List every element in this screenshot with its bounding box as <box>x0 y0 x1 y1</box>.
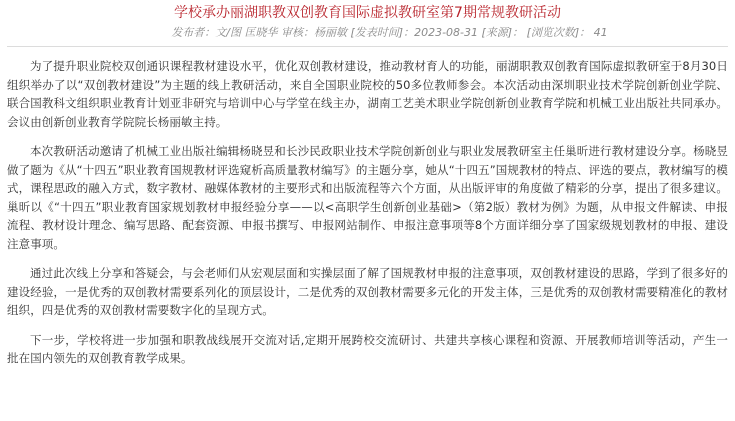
article-paragraph-1: 为了提升职业院校双创通识课程教材建设水平，优化双创教材建设，推动教材育人的功能，丽湖职教双创教育国际虚拟教研室于8月30日组织举办了以“双创教材建设”为主题的线上教研活动，来自全国职业院校的50多位教师参会。本次活动由深圳职业技术学院创新创业学院、联合国教科文组织职业教育计划亚非研究与培训中心与学堂在线主办，湖南工艺美术职业学院创新创业教育学院和机械工业出版社共同承办。会议由创新创业教育学院院长杨丽敏主持。 <box>7 59 728 129</box>
article-title: 学校承办丽湖职教双创教育国际虚拟教研室第7期常规教研活动 <box>174 5 561 21</box>
article-paragraph-2: 本次教研活动邀请了机械工业出版社编辑杨晓昱和长沙民政职业技术学院创新创业与职业发展教研室主任巢昕进行教材建设分享。杨晓昱做了题为《从“十四五”职业教育国规教材评选窥析高质量教材编写》的主题分享，她从“十四五”国规教材的特点、评选的要点，教材编写的模式，课程思政的融入方式，数字教材、融媒体教材的主要形式和出版流程等六个方面，从出版评审的角度做了精彩的分享，提出了很多建议。巢昕以《“十四五”职业教育国家规划教材申报经验分享——以<高职学生创新创业基础>（第2版）教材为例》为题，从申报文件解读、申报流程、教材设计理念、编写思路、配套资源、申报书撰写、申报网站制作、申报注意事项等8个方面详细分享了国家级规划教材的申报、建设注意事项。 <box>7 144 728 251</box>
article-paragraph-3: 通过此次线上分享和答疑会，与会老师们从宏观层面和实操层面了解了国规教材申报的注意事项，双创教材建设的思路，学到了很多好的建设经验，一是优秀的双创教材需要系列化的顶层设计，二是优秀的双创教材需要多元化的开发主体，三是优秀的双创教材需要精准化的教材组织，四是优秀的双创教材需要数字化的呈现方式。 <box>7 266 728 317</box>
article-body <box>7 57 728 368</box>
article-meta: 发布者：文/图 匡晓华 审核：杨丽敏 [发表时间]：2023-08-31 [来源]： [浏览次数]： 41 <box>171 26 608 39</box>
article-paragraph-4: 下一步，学校将进一步加强和职教战线展开交流对话,定期开展跨校交流研讨、共建共享核心课程和资源、开展教师培训等活动，产生一批在国内领先的双创教育教学成果。 <box>7 332 728 365</box>
title-divider <box>7 46 728 47</box>
